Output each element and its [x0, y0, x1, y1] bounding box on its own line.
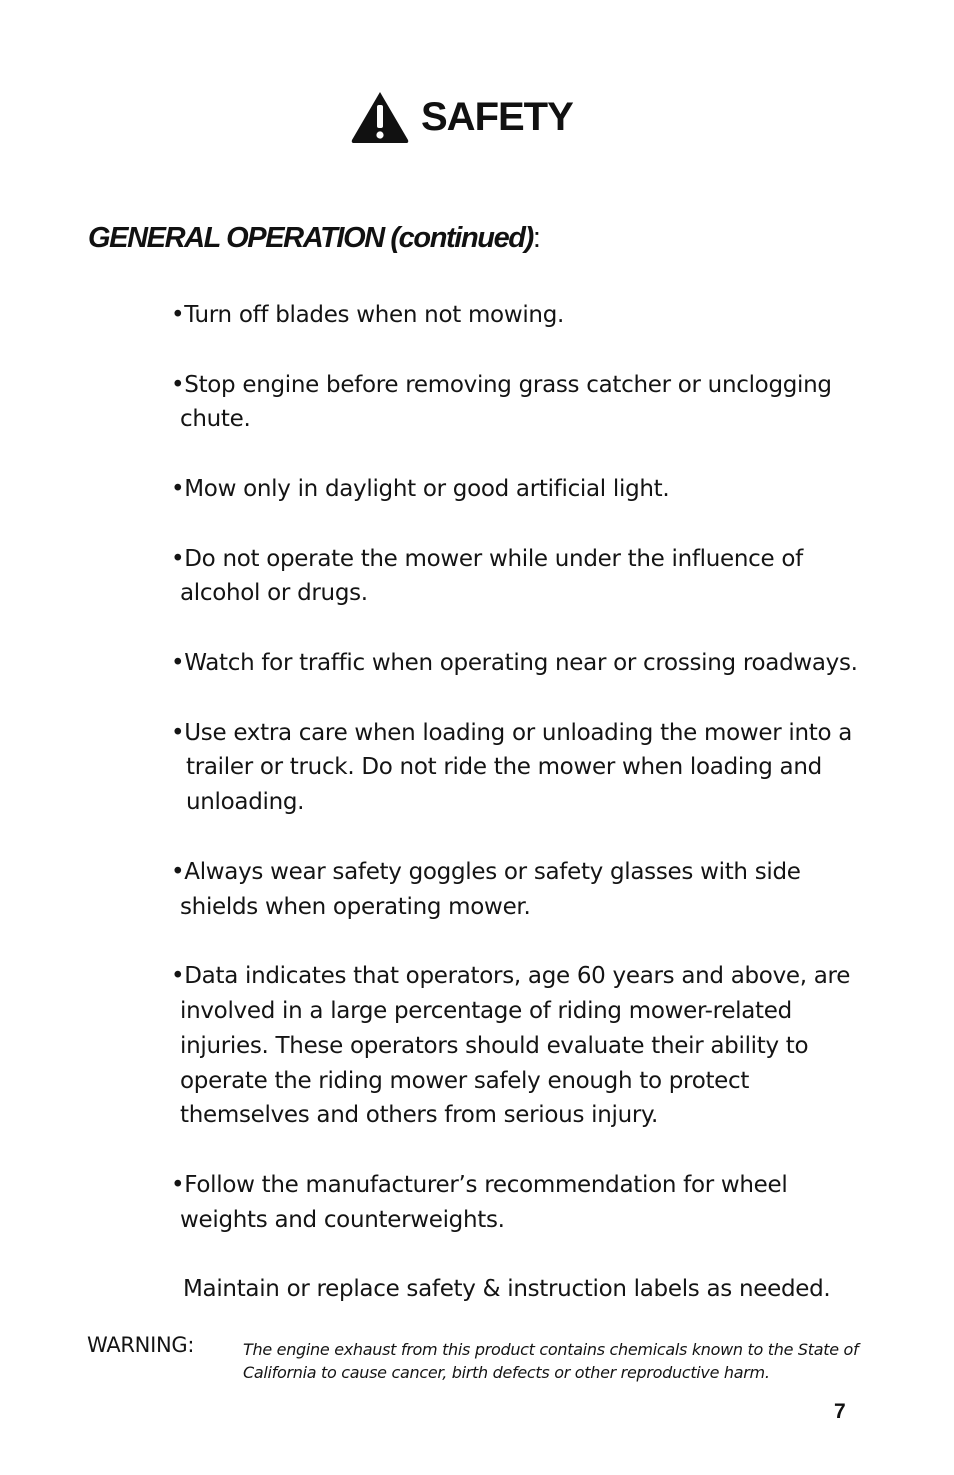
bullet-operators-age [171, 959, 941, 1133]
bullet-line: shields when operating mower. [180, 893, 531, 920]
bullet-line: •Turn off blades when not mowing. [171, 302, 565, 328]
bullet-line: weights and counterweights. [180, 1206, 505, 1233]
warning-line: The engine exhaust from this product contains chemicals known to the State of [243, 1340, 859, 1359]
bullet-stop-engine [171, 368, 941, 438]
section-heading-text: GENERAL OPERATION (continued) [88, 222, 533, 254]
bullet-turn-off-blades [171, 298, 941, 333]
bullet-line: alcohol or drugs. [180, 580, 368, 607]
page-header [349, 88, 573, 146]
bullet-line: operate the riding mower safely enough to protect [180, 1067, 750, 1094]
prop65-warning-text [243, 1338, 903, 1384]
bullet-traffic [171, 646, 941, 681]
maintain-labels-text: Maintain or replace safety & instruction labels as needed. [183, 1276, 831, 1303]
warning-triangle-icon [349, 89, 411, 145]
safety-bullet-list [171, 298, 941, 1307]
bullet-line: •Data indicates that operators, age 60 years and above, are [171, 963, 851, 990]
bullet-daylight [171, 472, 941, 507]
bullet-line: •Watch for traffic when operating near or crossing roadways. [171, 649, 858, 676]
bullet-alcohol-drugs [171, 542, 941, 612]
bullet-line: •Do not operate the mower while under the influence of [171, 545, 803, 572]
bullet-line: themselves and others from serious injury. [180, 1102, 659, 1129]
bullet-line: •Stop engine before removing grass catcher or unclogging [171, 371, 832, 398]
bullet-goggles [171, 855, 941, 925]
page-number: 7 [834, 1400, 846, 1423]
warning-line: California to cause cancer, birth defects or other reproductive harm. [243, 1363, 770, 1382]
bullet-line: unloading. [186, 789, 305, 816]
section-heading [88, 222, 541, 255]
bullet-line: trailer or truck. Do not ride the mower when loading and [186, 754, 822, 781]
bullet-line: involved in a large percentage of riding mower-related [180, 997, 792, 1024]
bullet-wheel-weights [171, 1168, 941, 1238]
bullet-line: •Use extra care when loading or unloading the mower into a [171, 719, 853, 746]
bullet-loading [171, 716, 941, 820]
bullet-line: chute. [180, 406, 251, 433]
section-heading-colon: : [532, 222, 541, 254]
warning-label: WARNING: [87, 1333, 195, 1357]
bullet-line: •Follow the manufacturer’s recommendation for wheel [171, 1171, 788, 1198]
bullet-line: •Mow only in daylight or good artificial light. [171, 475, 670, 502]
bullet-line: •Always wear safety goggles or safety glasses with side [171, 858, 801, 885]
page-title: SAFETY [421, 94, 573, 139]
bullet-line: injuries. These operators should evaluate their ability to [180, 1032, 809, 1059]
